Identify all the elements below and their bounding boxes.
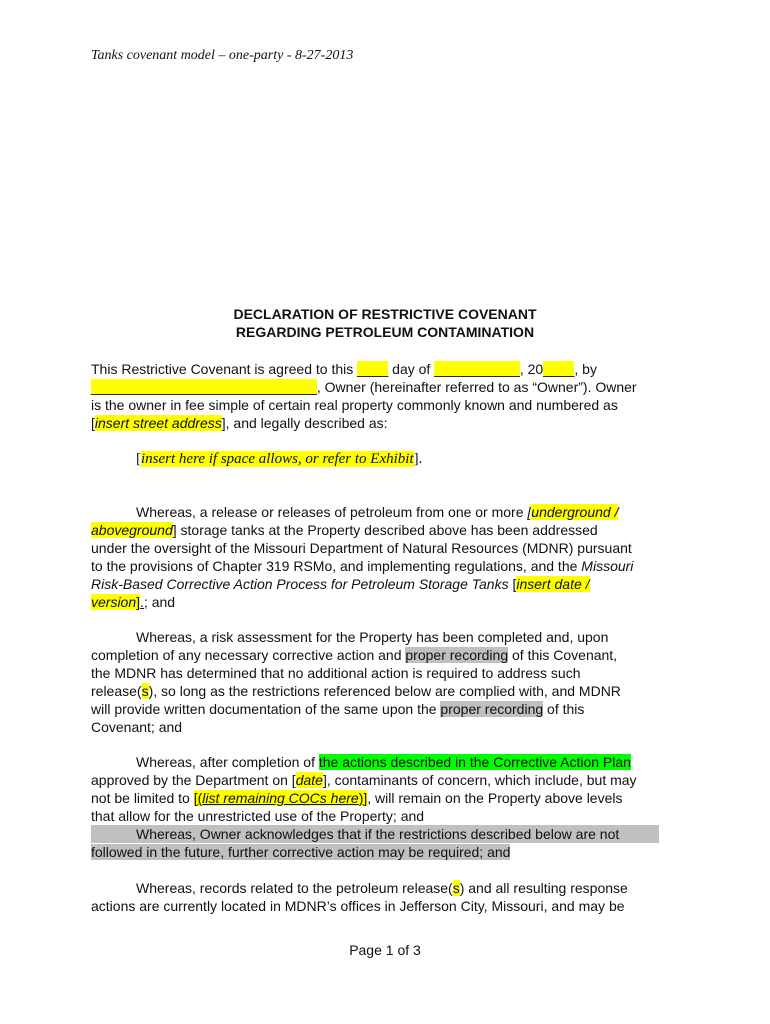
month-blank[interactable]: ___________: [434, 361, 520, 377]
street-address-placeholder[interactable]: insert street address: [94, 415, 222, 431]
document-header: Tanks covenant model – one-party - 8-27-2013: [91, 48, 354, 63]
whereas-release-paragraph: Whereas, a release or releases of petroleum from one or more [underground / aboveground] storage tanks at the Property described above has been addressed under the oversight of the Missouri Department of Natural Resources (MDNR) pursuant to the provisions of Chapter 319 RSMo, and implementing regulations, and the Missouri Risk-Based Corrective Action Process for Petroleum Storage Tanks [insert date / version].; and: [91, 504, 634, 610]
acknowledgement-highlight-1: Whereas, Owner acknowledges that if the restrictions described below are not: [91, 825, 659, 843]
rbca-document-title: Risk-Based Corrective Action Process for Petroleum Storage Tanks: [91, 576, 509, 592]
intro-paragraph: This Restrictive Covenant is agreed to this ____ day of ___________, 20____, by _____________________________, Owner (hereinafter referred to as “Owner”). Owner is the owner in fee simple of certain real property commonly known and numbered as [insert street address], and legally described as:: [91, 361, 637, 431]
legal-description-placeholder[interactable]: insert here if space allows, or refer to Exhibit: [141, 451, 414, 467]
cocs-placeholder[interactable]: list remaining COCs here: [202, 790, 359, 806]
corrective-action-plan-highlight: the actions described in the Corrective Action Plan: [318, 754, 631, 770]
plural-s-highlight-2: s: [452, 880, 460, 896]
legal-description: [insert here if space allows, or refer to Exhibit].: [136, 451, 423, 467]
whereas-contaminants-paragraph: Whereas, after completion of the actions described in the Corrective Action Plan approved by the Department on [date], contaminants of concern, which include, but may not be limited to [(list remaining COCs here)], will remain on the Property above levels that allow for the unrestricted use of the Property; and Whereas, Owner acknowledges that if the restrictions described below are not followed in the future, further corrective action may be required; and: [91, 753, 681, 861]
whereas-records-paragraph: Whereas, records related to the petroleum release(s) and all resulting response actions are currently located in MDNR’s offices in Jefferson City, Missouri, and may be: [91, 880, 628, 914]
date-version-placeholder-1[interactable]: insert date /: [516, 576, 590, 592]
title-line-2: REGARDING PETROLEUM CONTAMINATION: [235, 324, 535, 340]
page-number: Page 1 of 3: [349, 942, 421, 958]
acknowledgement-highlight-2: followed in the future, further corrective action may be required; and: [91, 844, 511, 860]
tank-type-placeholder-1[interactable]: underground /: [531, 504, 619, 520]
tank-type-placeholder-2[interactable]: aboveground: [91, 522, 173, 538]
proper-recording-highlight-2: proper recording: [440, 701, 544, 717]
day-blank[interactable]: ____: [357, 361, 389, 377]
proper-recording-highlight-1: proper recording: [405, 647, 509, 663]
whereas-risk-assessment-paragraph: Whereas, a risk assessment for the Property has been completed and, upon completion of any necessary corrective action and proper recording of this Covenant, the MDNR has determined that no additional action is required to address such release(s), so long as the restrictions referenced below are complied with, and MDNR will provide written documentation of the same upon the proper recording of this Covenant; and: [91, 629, 621, 735]
title-line-1: DECLARATION OF RESTRICTIVE COVENANT: [233, 306, 537, 322]
year-blank[interactable]: ____: [543, 361, 575, 377]
owner-blank[interactable]: _____________________________: [91, 379, 317, 395]
date-version-placeholder-2[interactable]: version: [91, 594, 137, 610]
plural-s-highlight: s: [141, 683, 149, 699]
approval-date-placeholder[interactable]: date: [295, 772, 323, 788]
